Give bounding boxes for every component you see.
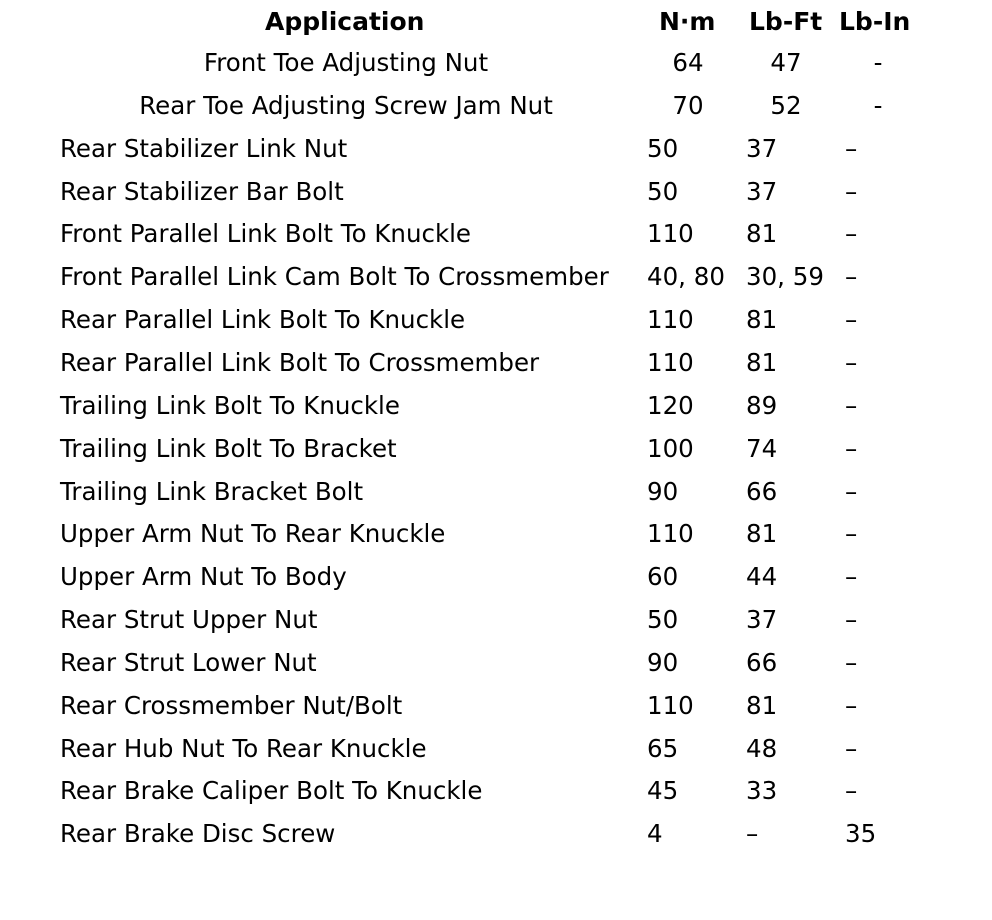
- table-row: [0, 131, 992, 167]
- table-row: [0, 45, 992, 81]
- cell-application: Rear Parallel Link Bolt To Knuckle: [60, 305, 466, 335]
- cell-lbin: –: [845, 390, 858, 420]
- cell-nm: 110: [647, 690, 694, 720]
- cell-lbft: 81: [746, 219, 778, 249]
- cell-lbin: –: [845, 476, 858, 506]
- table-row: [0, 216, 992, 252]
- cell-lbft: –: [746, 819, 759, 849]
- cell-nm: 65: [647, 733, 679, 763]
- cell-nm: 100: [647, 433, 694, 463]
- cell-lbin: –: [845, 776, 858, 806]
- column-header-application: Application: [265, 7, 425, 36]
- cell-application: Rear Strut Lower Nut: [60, 647, 317, 677]
- cell-application: Front Toe Adjusting Nut: [203, 48, 489, 77]
- cell-lbft: 81: [746, 347, 778, 377]
- cell-lbin: –: [845, 176, 858, 206]
- cell-lbin: –: [845, 647, 858, 677]
- column-header-lbft: Lb-Ft: [749, 7, 823, 36]
- cell-lbft: 47: [770, 48, 802, 77]
- cell-application: Front Parallel Link Bolt To Knuckle: [60, 219, 472, 249]
- cell-lbft: 66: [746, 476, 778, 506]
- cell-application: Rear Parallel Link Bolt To Crossmember: [60, 347, 540, 377]
- cell-lbft: 44: [746, 562, 778, 592]
- cell-application: Rear Crossmember Nut/Bolt: [60, 690, 403, 720]
- cell-lbin: –: [845, 605, 858, 635]
- cell-lbft: 81: [746, 305, 778, 335]
- table-row: [0, 602, 992, 638]
- cell-lbft: 37: [746, 133, 778, 163]
- cell-lbin: –: [845, 347, 858, 377]
- cell-nm: 45: [647, 776, 679, 806]
- cell-lbft: 81: [746, 519, 778, 549]
- cell-nm: 70: [672, 90, 704, 120]
- cell-lbin: 35: [845, 819, 877, 849]
- column-header-lbin: Lb-In: [839, 7, 911, 36]
- cell-application: Trailing Link Bolt To Knuckle: [60, 390, 400, 420]
- cell-application: Rear Toe Adjusting Screw Jam Nut: [139, 90, 553, 120]
- table-row: [0, 516, 992, 552]
- cell-application: Rear Brake Disc Screw: [60, 819, 336, 849]
- cell-lbin: –: [845, 562, 858, 592]
- cell-lbin: –: [845, 305, 858, 335]
- table-row: [0, 88, 992, 124]
- cell-lbft: 48: [746, 733, 778, 763]
- cell-lbin: –: [845, 219, 858, 249]
- cell-nm: 40, 80: [647, 262, 725, 292]
- table-row: [0, 816, 992, 852]
- table-row: [0, 645, 992, 681]
- cell-application: Rear Brake Caliper Bolt To Knuckle: [60, 776, 483, 806]
- cell-application: Rear Stabilizer Link Nut: [60, 133, 348, 163]
- table-row: [0, 259, 992, 295]
- cell-lbft: 74: [746, 433, 778, 463]
- table-row: [0, 345, 992, 381]
- table-row: [0, 431, 992, 467]
- cell-nm: 110: [647, 347, 694, 377]
- table-row: [0, 688, 992, 724]
- table-row: [0, 388, 992, 424]
- cell-nm: 110: [647, 305, 694, 335]
- table-row: [0, 474, 992, 510]
- cell-application: Rear Stabilizer Bar Bolt: [60, 176, 344, 206]
- cell-lbft: 33: [746, 776, 778, 806]
- cell-application: Rear Strut Upper Nut: [60, 605, 318, 635]
- table-row: [0, 773, 992, 809]
- table-row: [0, 731, 992, 767]
- cell-nm: 64: [672, 48, 704, 77]
- table-row: [0, 174, 992, 210]
- cell-lbft: 89: [746, 390, 778, 420]
- cell-application: Upper Arm Nut To Body: [60, 562, 347, 592]
- cell-nm: 4: [647, 819, 663, 849]
- cell-nm: 50: [647, 176, 679, 206]
- cell-nm: 50: [647, 133, 679, 163]
- cell-lbin: -: [873, 90, 883, 120]
- cell-lbin: –: [845, 262, 858, 292]
- cell-nm: 110: [647, 219, 694, 249]
- cell-lbin: -: [873, 48, 883, 77]
- cell-lbin: –: [845, 690, 858, 720]
- table-row: [0, 559, 992, 595]
- cell-lbft: 37: [746, 176, 778, 206]
- table-row: [0, 302, 992, 338]
- cell-application: Trailing Link Bracket Bolt: [60, 476, 364, 506]
- cell-application: Upper Arm Nut To Rear Knuckle: [60, 519, 446, 549]
- column-header-nm: N·m: [659, 7, 716, 36]
- cell-lbft: 66: [746, 647, 778, 677]
- cell-nm: 90: [647, 476, 679, 506]
- cell-application: Front Parallel Link Cam Bolt To Crossmember: [60, 262, 609, 292]
- cell-application: Trailing Link Bolt To Bracket: [60, 433, 397, 463]
- cell-application: Rear Hub Nut To Rear Knuckle: [60, 733, 427, 763]
- cell-lbft: 37: [746, 605, 778, 635]
- cell-lbft: 30, 59: [746, 262, 824, 292]
- cell-nm: 90: [647, 647, 679, 677]
- cell-nm: 50: [647, 605, 679, 635]
- cell-nm: 60: [647, 562, 679, 592]
- cell-nm: 120: [647, 390, 694, 420]
- cell-lbin: –: [845, 519, 858, 549]
- cell-lbft: 52: [770, 90, 802, 120]
- cell-lbin: –: [845, 133, 858, 163]
- cell-lbft: 81: [746, 690, 778, 720]
- cell-lbin: –: [845, 433, 858, 463]
- cell-nm: 110: [647, 519, 694, 549]
- cell-lbin: –: [845, 733, 858, 763]
